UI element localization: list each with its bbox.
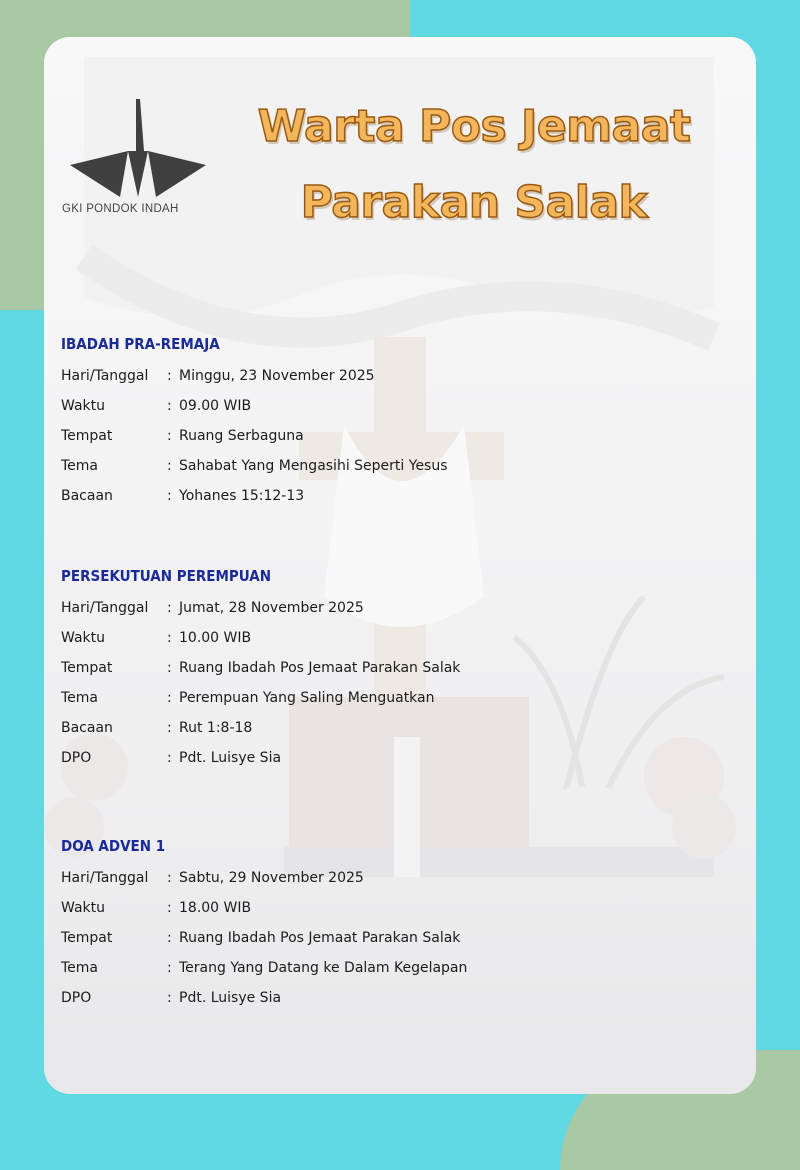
- row-value: Yohanes 15:12-13: [179, 488, 305, 504]
- row-value: Pdt. Luisye Sia: [179, 990, 282, 1006]
- row-label: DPO: [61, 990, 92, 1006]
- row-value: Sahabat Yang Mengasihi Seperti Yesus: [179, 458, 448, 474]
- section-title: PERSEKUTUAN PEREMPUAN: [61, 567, 272, 585]
- page-title-line-1: Warta Pos Jemaat: [257, 101, 691, 152]
- info-row: Tema : Perempuan Yang Saling Menguatkan: [61, 683, 721, 713]
- info-row: Tema : Sahabat Yang Mengasihi Seperti Yesus: [61, 451, 721, 481]
- row-label: Waktu: [61, 630, 105, 646]
- row-value: Ruang Ibadah Pos Jemaat Parakan Salak: [179, 930, 461, 946]
- row-value: Rut 1:8-18: [179, 720, 253, 736]
- info-row: Tempat : Ruang Ibadah Pos Jemaat Parakan Salak: [61, 653, 721, 683]
- row-value: Perempuan Yang Saling Menguatkan: [179, 690, 435, 706]
- row-label: Waktu: [61, 900, 105, 916]
- info-row: Hari/Tanggal : Jumat, 28 November 2025: [61, 593, 721, 623]
- page-title-line-2: Parakan Salak: [300, 177, 648, 228]
- info-row: Tempat : Ruang Serbaguna: [61, 421, 721, 451]
- row-value: Ruang Serbaguna: [179, 428, 304, 444]
- announcement-card: [44, 37, 756, 1094]
- church-logo: [62, 99, 212, 215]
- row-value: 18.00 WIB: [179, 900, 252, 916]
- row-label: Tema: [61, 458, 99, 474]
- info-row: Hari/Tanggal : Sabtu, 29 November 2025: [61, 863, 721, 893]
- row-label: DPO: [61, 750, 92, 766]
- section-doa-adven-1: [61, 837, 721, 1013]
- info-row: DPO : Pdt. Luisye Sia: [61, 983, 721, 1013]
- info-row: DPO : Pdt. Luisye Sia: [61, 743, 721, 773]
- row-value: 10.00 WIB: [179, 630, 252, 646]
- row-value: Terang Yang Datang ke Dalam Kegelapan: [179, 960, 468, 976]
- info-row: Waktu : 18.00 WIB: [61, 893, 721, 923]
- info-row: Waktu : 10.00 WIB: [61, 623, 721, 653]
- logo-text: GKI PONDOK INDAH: [62, 203, 179, 215]
- row-label: Bacaan: [61, 720, 113, 736]
- row-label: Hari/Tanggal: [61, 368, 149, 384]
- row-label: Tempat: [61, 428, 113, 444]
- row-label: Tema: [61, 690, 99, 706]
- info-row: Waktu : 09.00 WIB: [61, 391, 721, 421]
- section-title: DOA ADVEN 1: [61, 837, 166, 855]
- row-label: Bacaan: [61, 488, 113, 504]
- info-row: Hari/Tanggal : Minggu, 23 November 2025: [61, 361, 721, 391]
- row-value: Minggu, 23 November 2025: [179, 368, 375, 384]
- section-persekutuan-perempuan: [61, 567, 721, 773]
- row-label: Hari/Tanggal: [61, 600, 149, 616]
- row-value: 09.00 WIB: [179, 398, 252, 414]
- section-title: IBADAH PRA-REMAJA: [61, 335, 220, 353]
- row-label: Tema: [61, 960, 99, 976]
- section-ibadah-pra-remaja: [61, 335, 721, 511]
- row-label: Tempat: [61, 930, 113, 946]
- row-value: Sabtu, 29 November 2025: [179, 870, 364, 886]
- row-label: Waktu: [61, 398, 105, 414]
- info-row: Tempat : Ruang Ibadah Pos Jemaat Parakan Salak: [61, 923, 721, 953]
- row-label: Hari/Tanggal: [61, 870, 149, 886]
- church-logo-icon: [70, 99, 206, 197]
- info-row: Tema : Terang Yang Datang ke Dalam Kegelapan: [61, 953, 721, 983]
- row-value: Ruang Ibadah Pos Jemaat Parakan Salak: [179, 660, 461, 676]
- info-row: Bacaan : Rut 1:8-18: [61, 713, 721, 743]
- row-value: Pdt. Luisye Sia: [179, 750, 282, 766]
- info-row: Bacaan : Yohanes 15:12-13: [61, 481, 721, 511]
- row-label: Tempat: [61, 660, 113, 676]
- row-value: Jumat, 28 November 2025: [179, 600, 364, 616]
